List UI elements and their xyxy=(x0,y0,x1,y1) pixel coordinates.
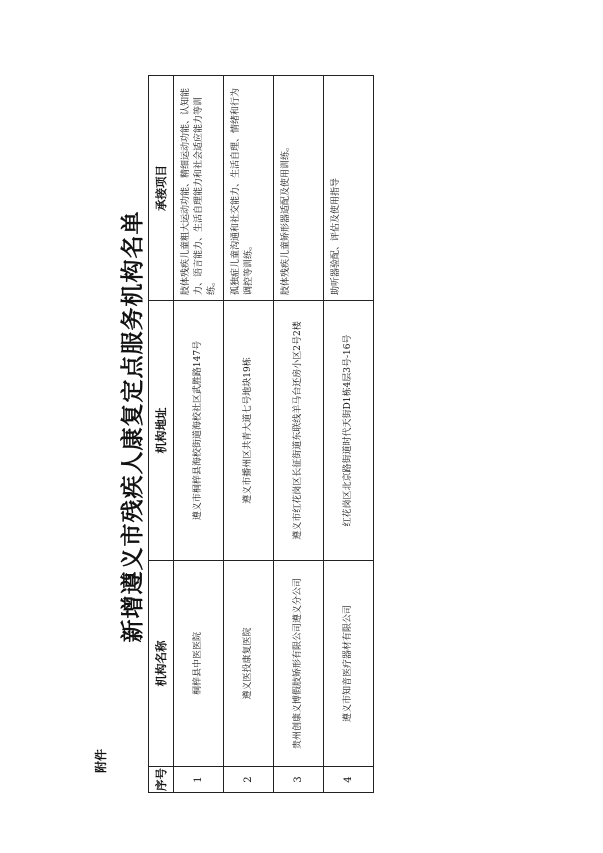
row-number: 1 xyxy=(174,767,224,793)
service-items: 肢体残疾儿童粗大运动功能、精细运动功能、认知能力、语言能力、生活自理能力和社会适应能力等训练。 xyxy=(174,76,224,301)
row-number: 3 xyxy=(274,767,324,793)
table-row xyxy=(324,76,374,793)
header-items: 承接项目 xyxy=(149,76,174,301)
institution-address: 红花岗区北京路街道时代天街D1栋4层3号-16号 xyxy=(324,301,374,561)
row-number: 4 xyxy=(324,767,374,793)
attachment-label: 附件 xyxy=(94,748,108,773)
institution-name: 遵义市知音医疗器材有限公司 xyxy=(324,561,374,767)
document-title: 新增遵义市残疾人康复定点服务机构名单 xyxy=(119,210,146,643)
header-number: 序号 xyxy=(149,767,174,793)
institution-address: 遵义市播州区共青大道七号地块19栋 xyxy=(224,301,274,561)
service-items: 肢体残疾儿童矫形器适配及使用训练。 xyxy=(274,76,324,301)
header-name: 机构名称 xyxy=(149,561,174,767)
row-number: 2 xyxy=(224,767,274,793)
service-items: 助听器验配、评估及使用指导 xyxy=(324,76,374,301)
table-row xyxy=(274,76,324,793)
institution-name: 遵义医投康复医院 xyxy=(224,561,274,767)
table-header-row xyxy=(149,76,174,793)
institution-address: 遵义市桐梓县海校街道海校社区武胜路147号 xyxy=(174,301,224,561)
institution-address: 遵义市红花岗区长征街道东联线羊马台还房小区2号2楼 xyxy=(274,301,324,561)
institution-name: 贵州创康义博假肢矫形有限公司遵义分公司 xyxy=(274,561,324,767)
institution-name: 桐梓县中医医院 xyxy=(174,561,224,767)
table-row xyxy=(174,76,224,793)
institution-table xyxy=(148,75,374,793)
service-items: 孤独症儿童沟通和社交能力、生活自理、情绪和行为调控等训练。 xyxy=(224,76,274,301)
header-address: 机构地址 xyxy=(149,301,174,561)
table-row xyxy=(224,76,274,793)
